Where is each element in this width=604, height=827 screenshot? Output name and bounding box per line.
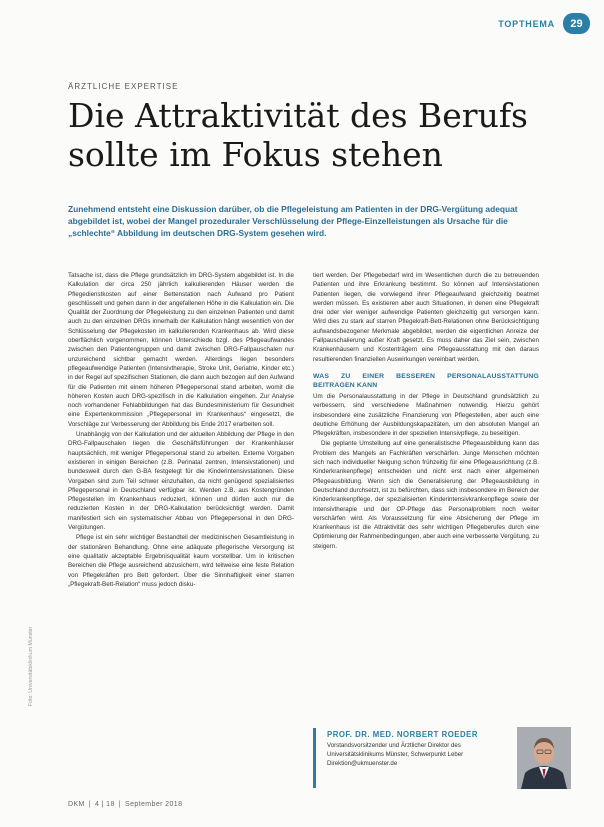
portrait-image [517,727,571,789]
author-box [313,728,567,790]
author-accent-bar [313,728,316,788]
body-paragraph: Unabhängig von der Kalkulation und der aktuellen Abbildung der Pflege in den DRG-Fallpauschalen liegen die Geschäftsführungen der Krankenhäuser hauptsächlich, mit weniger Pflegepersonal stand zu arbeiten. Externe Vorgaben existieren in einigen Bereichen (z.B. Perinatal zentren, Intensivstationen) und bundesweit durch den G-BA festgelegt für die Kinderintensivstationen. Diese Vorgaben sind zum Teil schwer einzuhalten, da nicht genügend spezialisiertes Pflegepersonal in Deutschland verfügbar ist. Werden z.B. aus Kostengründen Pflegestellen im Krankenhaus reduziert, können und dürfen auch nur die reduzierten Kosten in der DRG-Kalkulation berücksichtigt werden. Damit manifestiert sich ein systematischer Abbau von Pflegepersonal in den DRG-Vergütungen. [68,431,294,532]
article-column-left [68,271,294,590]
page-header [498,13,590,34]
article-title: Die Attraktivität des Berufs sollte im Fokus stehen [68,96,528,174]
author-photo [517,727,571,789]
section-subheading: WAS ZU EINER BESSEREN PERSONALAUSSTATTUNG BEITRAGEN KANN [313,372,539,389]
photo-credit: Foto: Universitätsklinikum Münster [28,626,34,706]
author-name: PROF. DR. MED. NORBERT ROEDER [327,730,478,739]
article-lead: Zunehmend entsteht eine Diskussion darüber, ob die Pflegeleistung am Patienten in der DRG-Vergütung adequat abgebildet ist, wobei der Mangel prozeduraler Verschlüsselung der Pflege-Einzelleistungen als Ursache für die „schlechte“ Abbildung im deutschen DRG-System gesehen wird. [68,204,518,239]
body-paragraph: tiert werden. Der Pflegebedarf wird im Wesentlichen durch die zu betreuenden Patienten und ihre Erkrankung bestimmt. So können auf Intensivstationen Patienten liegen, die vorwiegend ihrer Pflegeaufwand gleichzeitig beatmet werden müssen. Es existieren aber auch Situationen, in denen eine Pflegekraft drei oder vier weniger aufwendige Patienten gleichzeitig gut versorgen kann. Wird dies zu stark auf starren Pflegekraft-Bett-Relationen ohne Berücksichtigung aufwandsbezogener Merkmale abgebildet, werden die eigentlichen Anreize der Fallpauschalierung außer Kraft gesetzt. Es muss daher das Ziel sein, zwischen Krankenhäusern und Kostenträgern eine Pflegeausstattung mit den daraus resultierenden finanziellen Auswirkungen vereinbart werden. [313,272,539,363]
body-paragraph: Um die Personalausstattung in der Pflege in Deutschland grundsätzlich zu verbessern, sind verschiedene Maßnahmen notwendig. Hierzu gehört insbesondere eine zusätzliche Finanzierung von Pflegestellen, aber auch eine deutliche Erhöhung der Ausbildungskapazitäten, um den absoluten Mangel an Pflegekräften, insbesondere in der speziellen Intensivpflege, zu beseitigen. [313,392,539,438]
author-bio: Vorstandsvorsitzender und Ärztlicher Direktor des Universitätsklinikums Münster, Schwerpunkt Leber Direktion@ukmuenster.de [327,742,464,767]
section-label: TOPTHEMA [498,18,555,29]
page-number-badge: 29 [563,13,590,34]
issue-date: September 2018 [125,801,183,808]
article-kicker: ÄRZTLICHE EXPERTISE [68,82,179,91]
body-paragraph: Pflege ist ein sehr wichtiger Bestandteil der medizinischen Gesamtleistung in der stationären Behandlung. Ohne eine adäquate pflegerische Versorgung ist eine qualitativ akzeptable Ergebnisqualität kaum vorstellbar. Um in kritischen Bereichen die Pflege ausreichend abzusichern, wird teilweise eine feste Relation von Pflegekräften pro Bett gefordert. Über die Sinnhaftigkeit einer starren „Pflegekraft-Bett-Relation“ muss jedoch disku- [68,534,294,588]
page-footer: DKM | 4 | 18 | September 2018 [68,801,183,808]
body-paragraph: Tatsache ist, dass die Pflege grundsätzlich im DRG-System abgebildet ist. In die Kalkulation der circa 250 jährlich kalkulierenden Häuser werden die Pflegedienstkosten auf einer Bettenstation nach Aufwand pro Patient geschlüsselt und gehen dann in der angefallenen Höhe in die Kalkulation ein. Die Qualität der Zuordnung der Pflegeleistung zu den einzelnen Patienten und damit auch zu den einzelnen DRGs innerhalb der Kalkulation hängt wesentlich von der Schlüsselung der Pflegekosten im kalkulierenden Krankenhaus ab. Wird diese oberflächlich vorgenommen, können Unterschiede bzgl. des Pflegeaufwandes zwischen den Patientengruppen und damit zwischen DRG-Fallpauschalen nur unzureichend sichtbar gemacht werden. Allerdings liegen besonders pflegeaufwendige Patienten (Intensivtherapie, Stroke Unit, Geriatrie, Kinder etc.) in der Regel auf spezifischen Stationen, die dann auch bezogen auf den Aufwand für die Patienten mit einem höheren Pflegepersonal stand arbeiten, womit die höheren Kosten auch DRG-spezifisch in die Kalkulation eingehen. Zur Analyse noch vorhandener Fehlabbildungen hat das Bundesministerium für Gesundheit eine Expertenkommission „Pflegepersonal im Krankenhaus“ eingesetzt, die Vorschläge zur Verbesserung der Abbildung bis Ende 2017 erarbeiten soll. [68,272,294,428]
journal-name: DKM [68,801,85,808]
issue-number: 4 | 18 [94,801,115,808]
body-paragraph: Die geplante Umstellung auf eine generalistische Pflegeausbildung kann das Problem des Mangels an Fachkräften verschärfen. Junge Menschen möchten sich nach individueller Neigung schon frühzeitig für eine Pflegeausrichtung (z.B. Kinderkrankenpflege) entscheiden und nicht erst nach einer allgemeinen Pflegeausbildung. Wenn sich die Generalisierung der Pflegeausbildung in Deutschland durchsetzt, ist zu befürchten, dass sich insbesondere im Bereich der Kinderkrankenpflege, der spezialisierten Kinderintensivkrankenpflege sowie der Intensivtherapie und der OP-Pflege das Personalproblem noch weiter verschärfen wird. Als Voraussetzung für eine Absicherung der Pflege im Krankenhaus ist die Attraktivität des sehr wichtigen Pflegeberufes durch eine Optimierung der Rahmenbedingungen, aber auch eine verbesserte Vergütung, zu steigern. [313,440,539,550]
article-column-right [313,271,539,552]
